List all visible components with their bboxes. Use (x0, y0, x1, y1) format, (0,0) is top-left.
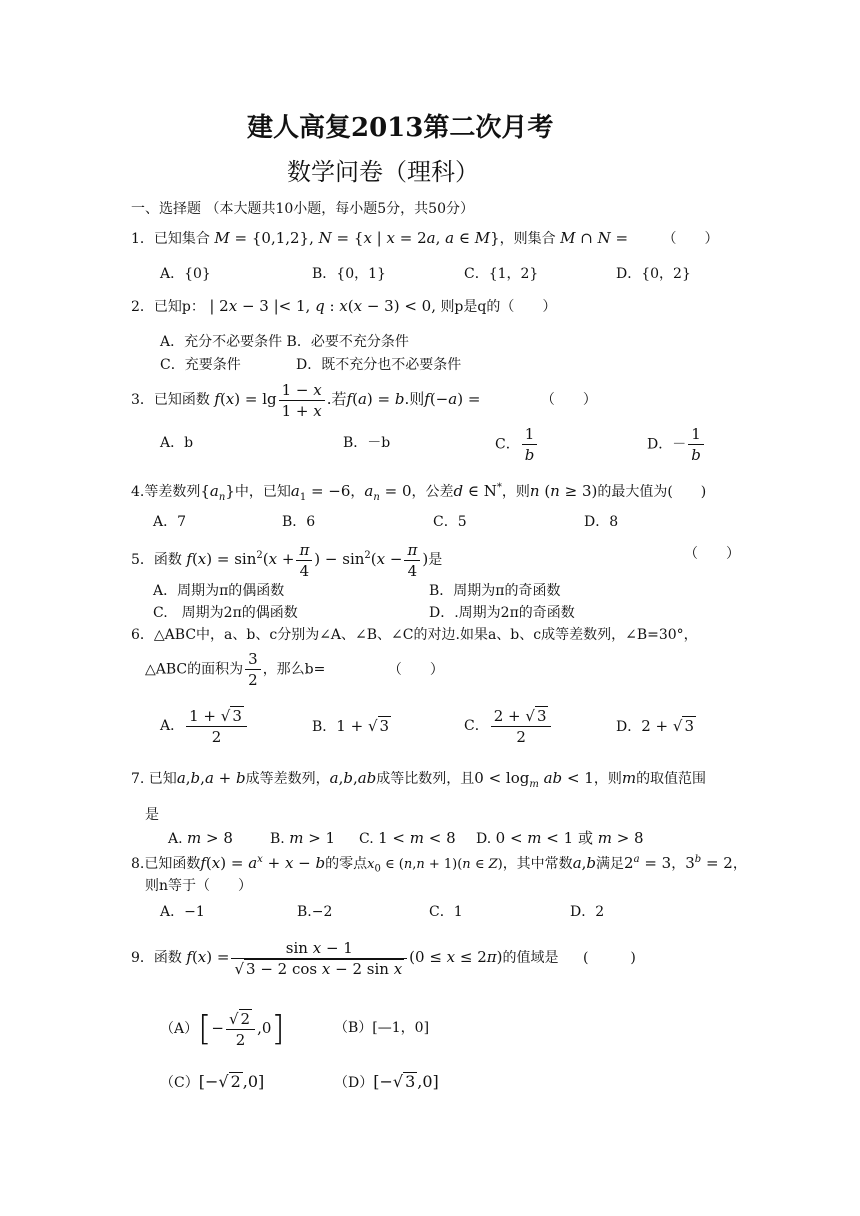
q1-tail: ，则集合 (499, 231, 556, 247)
q1-option-b: B．{0，1} (312, 266, 386, 282)
q3-answer-paren: （ ） (540, 392, 597, 408)
q8-option-a: A．−1 (160, 904, 205, 920)
q5-answer-paren: （ ） (684, 546, 740, 562)
q7-option-d: D. 0 < m < 1 或 m > 8 (476, 829, 644, 847)
exam-title: 建人高复2013第二次月考 (247, 113, 554, 143)
q3-prefix: 3．已知函数 (131, 392, 210, 408)
q9-formula: f(x) = $\frac{\text{sin x − 1}}{\text{√ 3 − 2 cos x − 2 sin x}}$ (0 ≤ x ≤ 2π) (186, 938, 503, 978)
question-2 (131, 297, 556, 316)
section-heading: 一、选择题 （本大题共10小题，每小题5分，共50分） (131, 201, 474, 217)
q4-d: d ∈ N* (453, 482, 502, 500)
question-4 (131, 479, 706, 507)
q2-option-c: C．充要条件 (160, 357, 241, 373)
q3-option-c: C． $\frac{1}{b}$ (495, 424, 539, 465)
q7-line-1b: 成等差数列， (245, 771, 330, 787)
q6-option-c: C． $\frac{2 + √ 3}{2}$ (464, 704, 553, 748)
q2-tail: 则p是q的（ ） (440, 299, 557, 315)
q8-line-1e: ， (671, 856, 686, 872)
q7-line-1e: 的取值范围 (636, 771, 707, 787)
q4-option-d: D．8 (584, 514, 619, 530)
q4-n: n (n ≥ 3) (529, 482, 598, 500)
q4-tail: 的最大值为( ) (597, 484, 707, 500)
q4-mid3: ，公差 (411, 484, 454, 500)
q8-line-1b: 的零点 (325, 856, 368, 872)
q1-prefix: 1．已知集合 (131, 231, 210, 247)
q1-intersection: M ∩ N = (560, 229, 629, 247)
q7-line-1d: ，则 (593, 771, 622, 787)
q8-line-1a: 8.已知函数 (131, 856, 201, 872)
q9-answer-paren: ( ) (582, 950, 636, 966)
q6-option-b: B．1 + √ 3 (312, 717, 390, 735)
q3-option-b: B．－b (343, 435, 391, 451)
q6-line-1: 6．△ABC中，a、b、c分别为∠A、∠B、∠C的对边.如果a、b、c成等差数列，∠B=30°， (131, 627, 698, 643)
q8-line-1: 8.已知函数$f(x) = a^x + x - b$的零点$x_0$ ∈ (n,n + 1)(n ∈ Z)，其中常数a,b满足2$^a$ = 3，3$^b$ = 2， (131, 854, 747, 875)
q8-line-1d: 满足 (596, 856, 625, 872)
question-1 (131, 229, 719, 248)
exam-subtitle: 数学问卷（理科） (287, 158, 479, 186)
q7-line-1: 7. 已知a,b,a + b成等差数列，a,b,ab成等比数列，且$0 < \log_m$ ab < 1，则m的取值范围 (131, 769, 707, 790)
q3-formula: f(x) = lg $\frac{1 - x}{1 + x}$ .若f(a) = b.则f(−a) = (214, 380, 481, 420)
q5-option-a: A．周期为π的偶函数 (153, 583, 285, 599)
q6-line-2b: ，那么b= (262, 661, 326, 678)
q4-option-a: A．7 (153, 514, 187, 530)
q5-option-b: B．周期为π的奇函数 (429, 583, 561, 599)
q9-tail: 的值域是 (502, 950, 559, 966)
q7-line-1a: 7. 已知 (131, 771, 177, 787)
q4-mid2: ， (350, 484, 365, 500)
q3-option-d-label: D．－ (647, 436, 687, 453)
q7-option-b: B. m > 1 (270, 829, 336, 847)
q6-line-2a: △ABC的面积为 (145, 661, 244, 678)
q5-formula: $f(x) = \sin^2(x$ + $\frac{\pi}{4}$ ) − $\sin^2(x$ − $\frac{\pi}{4}$ ) (186, 540, 429, 580)
q8-option-c: C．1 (429, 904, 463, 920)
q1-answer-paren: （ ） (662, 231, 719, 247)
question-3 (131, 379, 597, 421)
q9-option-a: （A）[− $\frac{√ 2}{2}$ ,0] (160, 1009, 285, 1049)
q4-seq: $\{a_n\}$ (200, 482, 235, 503)
q6-option-c-label: C． (464, 718, 489, 734)
q3-option-c-label: C． (495, 436, 520, 453)
q6-option-b-label: B． (312, 719, 337, 735)
q5-option-d: D．.周期为2π的奇函数 (429, 605, 575, 621)
q3-option-d: D．－ $\frac{1}{b}$ (647, 424, 706, 465)
q4-mid1: 中，已知 (234, 484, 291, 500)
q1-option-a: A．{0} (160, 266, 211, 282)
q8-line-2: 则n等于（ ） (145, 878, 253, 894)
q5-option-c: C. 周期为2π的偶函数 (153, 605, 298, 621)
q7-option-c: C. 1 < m < 8 (359, 829, 456, 847)
q7-line-2: 是 (145, 807, 159, 823)
q4-mid4: ，则 (501, 484, 530, 500)
q5-tail: 是 (428, 552, 443, 568)
q4-option-c: C．5 (433, 514, 467, 530)
q5-prefix: 5．函数 (131, 552, 182, 568)
q4-option-b: B．6 (282, 514, 316, 530)
q1-option-d: D．{0，2} (616, 266, 691, 282)
q2-prefix: 2．已知p： (131, 299, 205, 315)
q6-line-2: △ABC的面积为 $\frac{3}{2}$ ，那么b= （ ） (145, 650, 444, 689)
q6-option-a: A． $\frac{1 + √ 3}{2}$ (160, 704, 249, 748)
q1-option-c: C．{1，2} (464, 266, 539, 282)
q2-option-ab: A．充分不必要条件 B．必要不充分条件 (160, 334, 409, 350)
question-5 (131, 538, 442, 581)
q9-option-c: （C）[−√ 2 ,0] (160, 1072, 265, 1091)
q7-line-1c: 成等比数列，且 (376, 771, 475, 787)
q9-option-d: （D）[−√ 3 ,0] (334, 1072, 439, 1091)
q8-line-1c: ，其中常数 (502, 856, 573, 872)
q4-a1: $a_1 = -6$ (290, 482, 351, 503)
q6-option-d: D．2 + √ 3 (616, 717, 694, 735)
q8-option-b: B.−2 (297, 904, 333, 920)
q1-formula: M = {0,1,2}, N = {x | x = 2a, a ∈ M} (214, 229, 500, 247)
q8-option-d: D．2 (570, 904, 605, 920)
q6-option-a-label: A． (160, 718, 185, 734)
q6-answer-paren: （ ） (387, 661, 444, 678)
q9-prefix: 9．函数 (131, 950, 182, 966)
q7-option-a: A. m > 8 (168, 829, 233, 847)
q4-prefix: 4.等差数列 (131, 484, 201, 500)
q9-option-b: （B）[—1，0] (334, 1020, 430, 1036)
q4-an: $a_n = 0$ (364, 482, 412, 503)
q2-option-d: D．既不充分也不必要条件 (296, 357, 462, 373)
question-9 (131, 935, 636, 980)
q2-formula: | 2x − 3 |< 1, q : x(x − 3) < 0, (209, 297, 436, 315)
q6-option-d-label: D． (616, 719, 642, 735)
q3-option-a: A．b (160, 435, 194, 451)
